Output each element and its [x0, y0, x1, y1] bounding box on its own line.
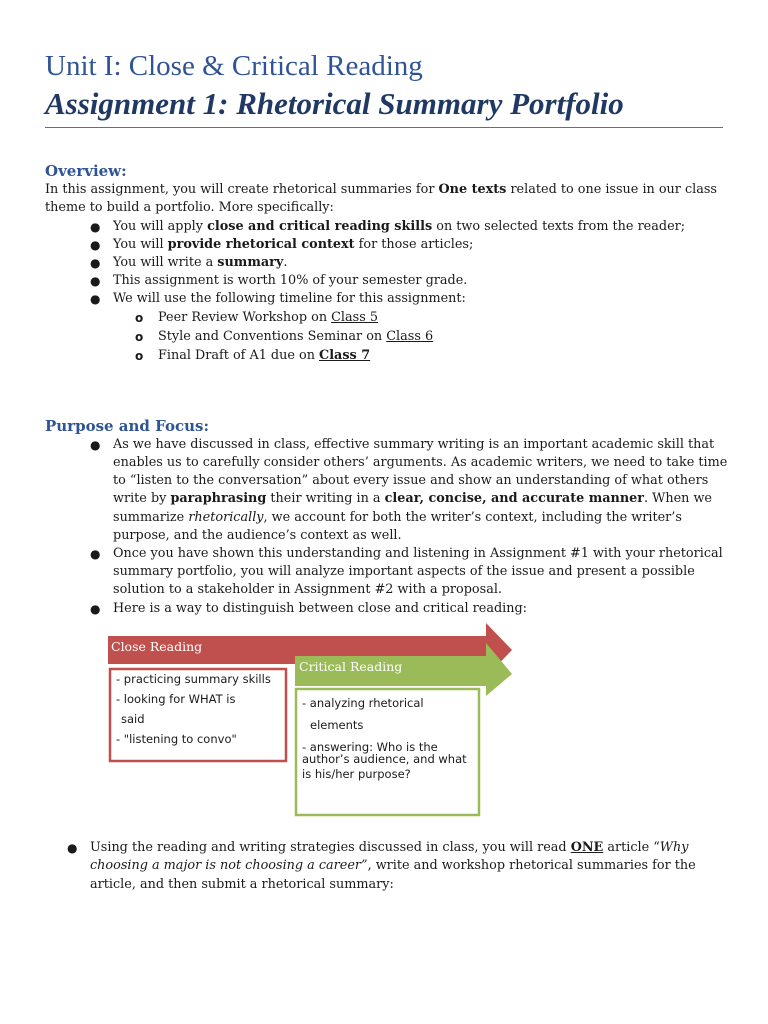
purpose-b1-l1: As we have discussed in class, effective summary writing is an important academic skill that [113, 437, 715, 452]
critical-item: - analyzing rhetorical [302, 696, 424, 710]
critical-reading-label: Critical Reading [299, 659, 403, 674]
timeline-item-3: Final Draft of A1 due on Class 7 [158, 348, 371, 363]
closing-line2: choosing a major is not choosing a career”, write and workshop rhetorical summaries for the [90, 858, 696, 873]
critical-item: - answering: Who is the [302, 740, 438, 754]
closing-line3: article, and then submit a rhetorical summary: [90, 877, 394, 892]
assignment-title: Assignment 1: Rhetorical Summary Portfolio [45, 86, 624, 121]
timeline-item-2: Style and Conventions Seminar on Class 6 [158, 329, 434, 344]
unit-title: Unit I: Close & Critical Reading [45, 50, 423, 82]
close-reading-label: Close Reading [111, 639, 203, 654]
bullet-dot: ● [90, 547, 101, 561]
critical-item: is his/her purpose? [302, 767, 411, 781]
bullet-dot: ● [90, 438, 101, 452]
overview-bullet-4: This assignment is worth 10% of your semester grade. [113, 273, 468, 288]
bullet-dot: ● [90, 274, 101, 288]
purpose-b1-l5: summarize rhetorically, we account for both the writer’s context, including the writer’s [113, 510, 682, 525]
bullet-dot: ● [90, 238, 101, 252]
close-item: - looking for WHAT is [116, 692, 236, 706]
closing-line1: Using the reading and writing strategies discussed in class, you will read ONE article “Why [90, 840, 689, 855]
sub-bullet-marker: o [135, 330, 144, 344]
purpose-b1-l4: write by paraphrasing their writing in a clear, concise, and accurate manner. When we [113, 491, 712, 506]
overview-bullet-5: We will use the following timeline for this assignment: [113, 291, 466, 306]
purpose-heading: Purpose and Focus: [45, 417, 209, 435]
critical-item: author’s audience, and what [302, 752, 467, 766]
close-item: - practicing summary skills [116, 672, 271, 686]
overview-intro-line1: In this assignment, you will create rhetorical summaries for One texts related to one issue in our class [45, 182, 717, 197]
close-item: - "listening to convo" [116, 732, 237, 746]
purpose-b3-l1: Here is a way to distinguish between close and critical reading: [113, 601, 527, 616]
overview-intro-line2: theme to build a portfolio. More specifically: [45, 200, 334, 215]
purpose-b2-l2: summary portfolio, you will analyze important aspects of the issue and present a possible [113, 564, 695, 579]
overview-bullet-2: You will provide rhetorical context for those articles; [113, 237, 474, 252]
purpose-b2-l1: Once you have shown this understanding and listening in Assignment #1 with your rhetorical [113, 546, 723, 561]
sub-bullet-marker: o [135, 311, 144, 325]
bullet-dot: ● [90, 220, 101, 234]
bullet-dot: ● [90, 292, 101, 306]
purpose-b1-l6: purpose, and the audience’s context as well. [113, 528, 402, 543]
purpose-b1-l2: enables us to carefully consider others’ arguments. As academic writers, we need to take time [113, 455, 728, 470]
bullet-dot: ● [90, 256, 101, 270]
bullet-dot: ● [67, 841, 78, 855]
timeline-item-1: Peer Review Workshop on Class 5 [158, 310, 378, 325]
purpose-b1-l3: to “listen to the conversation” about every issue and show an understanding of what others [113, 473, 709, 488]
overview-bullet-1: You will apply close and critical reading skills on two selected texts from the reader; [113, 219, 686, 234]
bullet-dot: ● [90, 602, 101, 616]
critical-item: elements [310, 718, 364, 732]
close-item: said [121, 712, 145, 726]
sub-bullet-marker: o [135, 349, 144, 363]
overview-bullet-3: You will write a summary. [113, 255, 288, 270]
overview-heading: Overview: [45, 162, 127, 180]
purpose-b2-l3: solution to a stakeholder in Assignment #2 with a proposal. [113, 582, 502, 597]
